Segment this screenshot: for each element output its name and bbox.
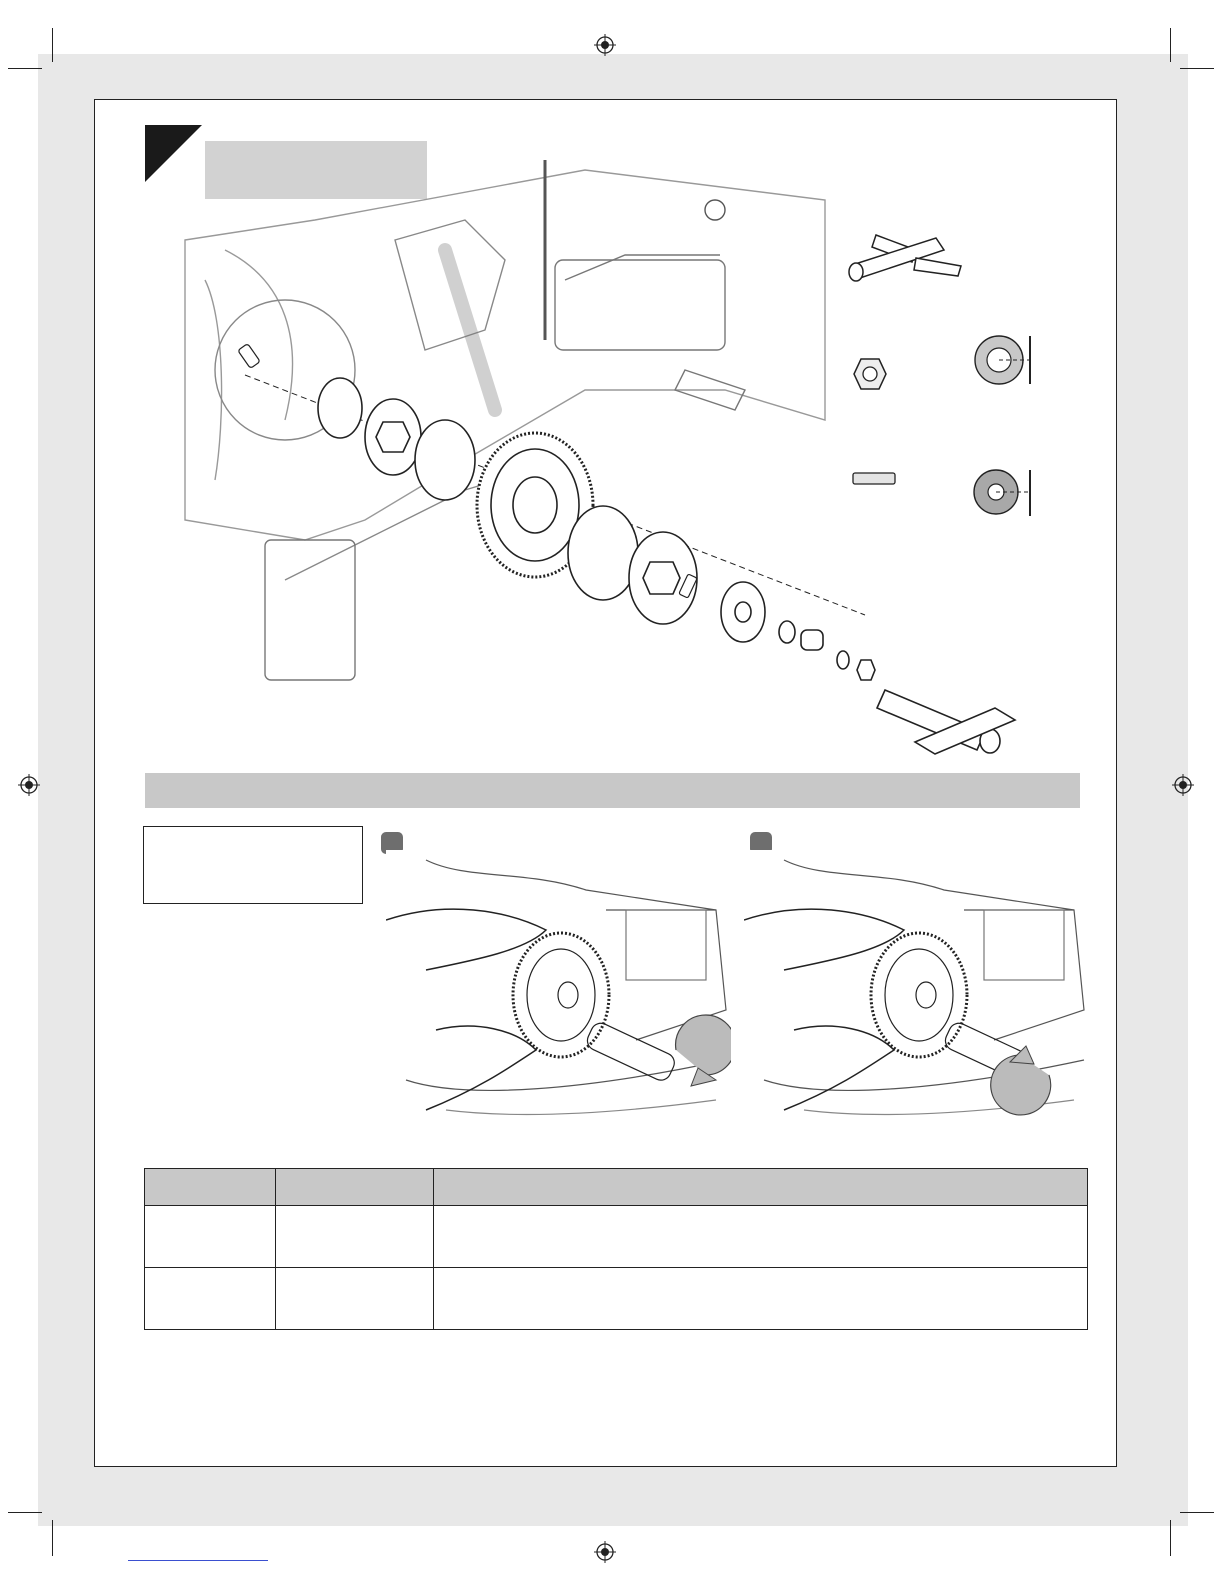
- table-header: [434, 1169, 1088, 1206]
- table-header: [145, 1169, 276, 1206]
- registration-mark-icon: [594, 1541, 616, 1563]
- washer-icon: [972, 334, 1038, 386]
- pin-icon: [850, 470, 898, 488]
- note-box: [143, 826, 363, 904]
- section-heading-bar: [145, 773, 1080, 808]
- table-row: [145, 1268, 1088, 1330]
- table-header-row: [145, 1169, 1088, 1206]
- registration-mark-icon: [18, 774, 40, 796]
- registration-mark-icon: [594, 34, 616, 56]
- tightening-photo-1: [386, 850, 731, 1132]
- table-cell: [276, 1206, 434, 1268]
- table-cell: [145, 1268, 276, 1330]
- table-cell: [276, 1268, 434, 1330]
- table-cell: [145, 1206, 276, 1268]
- registration-mark-icon: [1172, 774, 1194, 796]
- washer-icon: [972, 468, 1038, 520]
- table-row: [145, 1206, 1088, 1268]
- table-header: [276, 1169, 434, 1206]
- spec-table: [144, 1168, 1088, 1330]
- hex-wrench-icon: [846, 230, 966, 290]
- hex-wrench-icon: [877, 690, 1015, 754]
- table-cell: [434, 1206, 1088, 1268]
- footer-link-underline[interactable]: [128, 1560, 268, 1561]
- table-cell: [434, 1268, 1088, 1330]
- nut-icon: [852, 356, 888, 392]
- tightening-photo-2: [744, 850, 1089, 1132]
